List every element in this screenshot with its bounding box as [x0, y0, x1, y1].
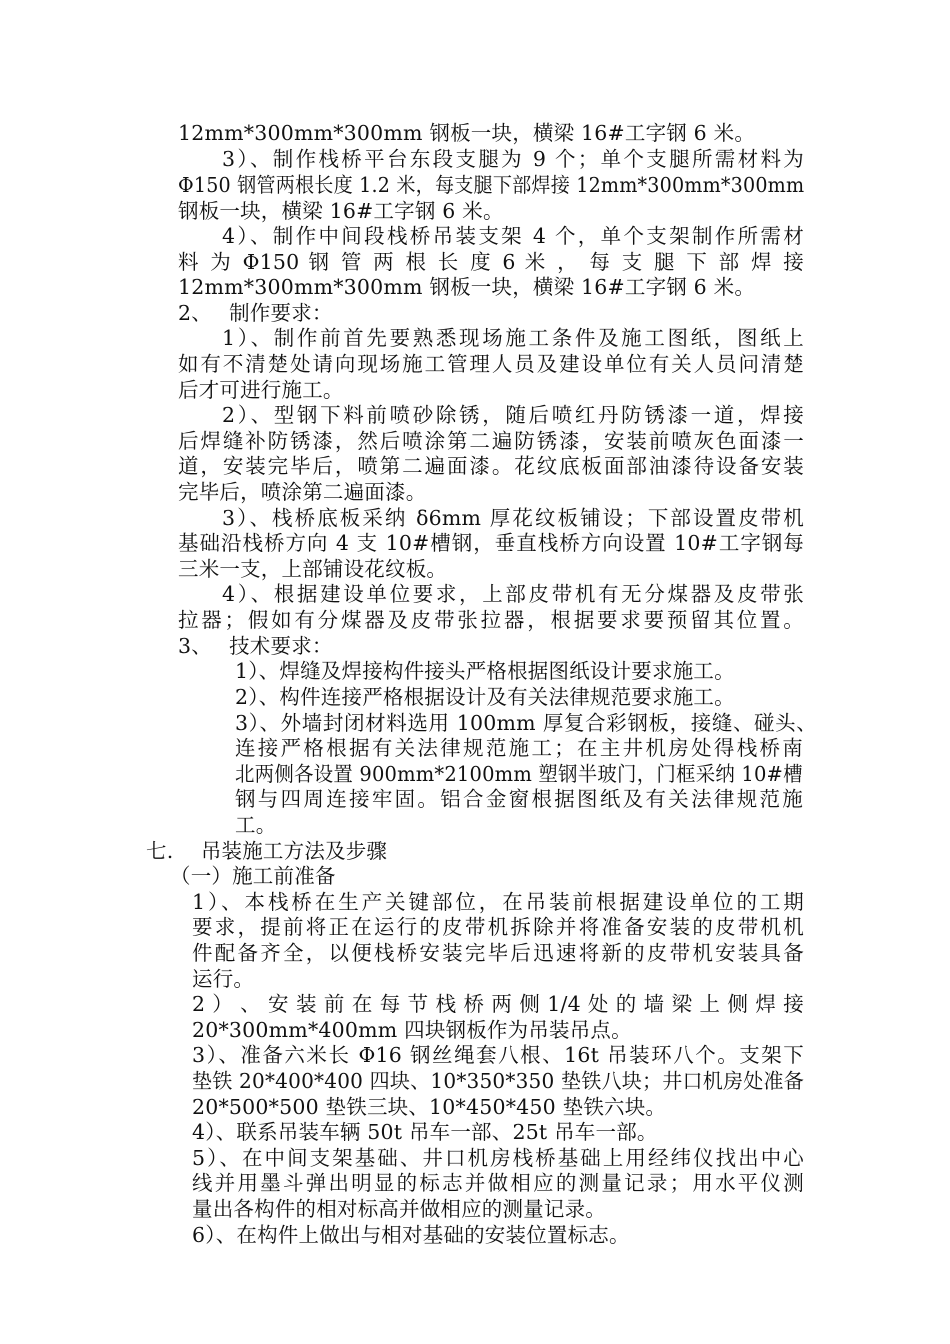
text-line: 料 为 Φ150 钢 管 两 根 长 度 6 米 ， 每 支 腿 下 部 焊 接 [178, 250, 804, 274]
text-line: 20*500*500 垫铁三块、10*450*450 垫铁六块。 [192, 1095, 667, 1119]
text-line: 4）、制作中间段栈桥吊装支架 4 个，单个支架制作所需材 [222, 224, 804, 248]
text-line: 要求，提前将正在运行的皮带机拆除并将准备安装的皮带机机 [192, 915, 804, 939]
text-line: 3）、准备六米长 Φ16 钢丝绳套八根、16t 吊装环八个。支架下 [192, 1043, 804, 1067]
text-line: 1）、制作前首先要熟悉现场施工条件及施工图纸，图纸上 [222, 326, 804, 350]
text-line: 垫铁 20*400*400 四块、10*350*350 垫铁八块；井口机房处准备 [192, 1069, 804, 1093]
text-line: Φ150 钢管两根长度 1.2 米，每支腿下部焊接 12mm*300mm*300mm [178, 173, 805, 197]
text-line: 2）、型钢下料前喷砂除锈，随后喷红丹防锈漆一道，焊接 [222, 403, 804, 427]
text-line: 后才可进行施工。 [178, 378, 344, 402]
text-line: 北两侧各设置 900mm*2100mm 塑钢半玻门，门框采纳 10#槽 [235, 762, 803, 786]
subsection-heading: （一）施工前准备 [170, 864, 336, 888]
text-line: 量出各构件的相对标高并做相应的测量记录。 [192, 1197, 606, 1221]
text-line: 2 ） 、 安 装 前 在 每 节 栈 桥 两 侧 1/4 处 的 墙 梁 上 侧 焊 接 [192, 992, 804, 1016]
text-line: 钢与四周连接牢固。铝合金窗根据图纸及有关法律规范施 [235, 787, 803, 811]
text-line: 1）、本栈桥在生产关键部位，在吊装前根据建设单位的工期 [192, 890, 804, 914]
text-line: 3）、制作栈桥平台东段支腿为 9 个；单个支腿所需材料为 [222, 147, 804, 171]
text-line: 钢板一块，横梁 16#工字钢 6 米。 [178, 199, 504, 223]
text-line: 12mm*300mm*300mm 钢板一块，横梁 16#工字钢 6 米。 [178, 121, 756, 145]
text-line: 件配备齐全，以便栈桥安装完毕后迅速将新的皮带机安装具备 [192, 941, 804, 965]
text-line: 线并用墨斗弹出明显的标志并做相应的测量记录；用水平仪测 [192, 1171, 804, 1195]
text-line: 如有不清楚处请向现场施工管理人员及建设单位有关人员问清楚 [178, 352, 804, 376]
text-line: 三米一支，上部铺设花纹板。 [178, 557, 448, 581]
text-line: 后焊缝补防锈漆，然后喷涂第二遍防锈漆，安装前喷灰色面漆一 [178, 429, 804, 453]
text-line: 拉器；假如有分煤器及皮带张拉器，根据要求要预留其位置。 [178, 608, 804, 632]
text-line: 完毕后，喷涂第二遍面漆。 [178, 480, 427, 504]
text-line: 3）、栈桥底板采纳 δ6mm 厚花纹板铺设；下部设置皮带机 [222, 506, 804, 530]
text-line: 道，安装完毕后，喷第二遍面漆。花纹底板面部油漆待设备安装 [178, 454, 804, 478]
chapter-heading: 七. 吊装施工方法及步骤 [146, 839, 388, 863]
text-line: 2）、构件连接严格根据设计及有关法律规范要求施工。 [235, 685, 735, 709]
text-line: 基础沿栈桥方向 4 支 10#槽钢，垂直栈桥方向设置 10#工字钢每 [178, 531, 804, 555]
text-line: 4）、联系吊装车辆 50t 吊车一部、25t 吊车一部。 [192, 1120, 658, 1144]
text-line: 1）、焊缝及焊接构件接头严格根据图纸设计要求施工。 [235, 659, 735, 683]
text-line: 4）、根据建设单位要求，上部皮带机有无分煤器及皮带张 [222, 582, 804, 606]
text-line: 3）、外墙封闭材料选用 100mm 厚复合彩钢板，接缝、碰头、 [235, 711, 817, 735]
text-line: 6）、在构件上做出与相对基础的安装位置标志。 [192, 1223, 630, 1247]
text-line: 工。 [235, 813, 277, 837]
text-line: 运行。 [192, 967, 255, 991]
section-heading: 3、 技术要求： [178, 634, 333, 658]
text-line: 12mm*300mm*300mm 钢板一块，横梁 16#工字钢 6 米。 [178, 275, 756, 299]
text-line: 20*300mm*400mm 四块钢板作为吊装吊点。 [192, 1018, 632, 1042]
section-heading: 2、 制作要求： [178, 301, 333, 325]
text-line: 5）、在中间支架基础、井口机房栈桥基础上用经纬仪找出中心 [192, 1146, 804, 1170]
text-line: 连接严格根据有关法律规范施工；在主井机房处得栈桥南 [235, 736, 803, 760]
